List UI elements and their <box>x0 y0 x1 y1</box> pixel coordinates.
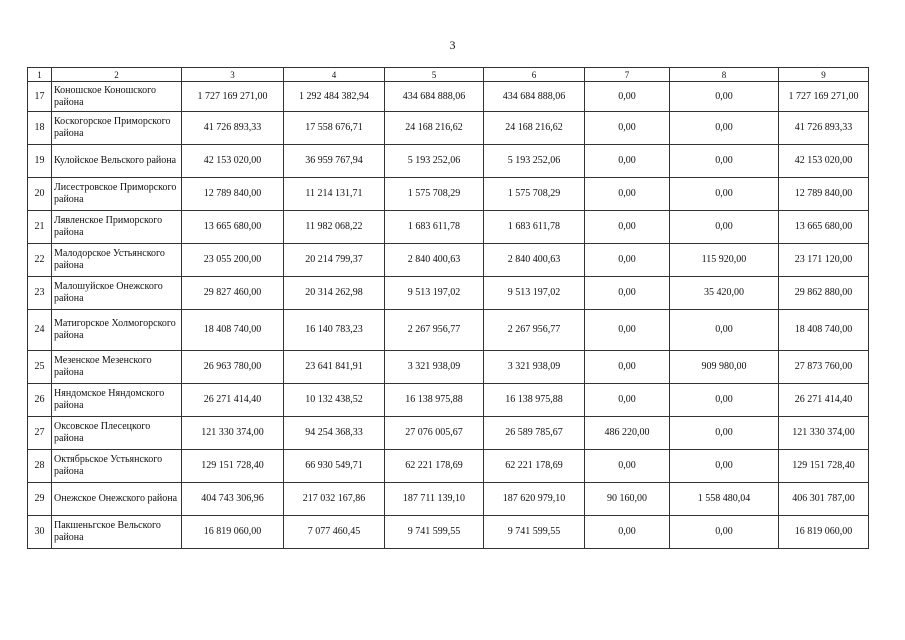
value-cell: 187 620 979,10 <box>484 483 585 516</box>
value-cell: 62 221 178,69 <box>484 450 585 483</box>
column-header: 7 <box>585 68 670 82</box>
table-row <box>28 244 869 277</box>
table-row <box>28 211 869 244</box>
value-cell: 0,00 <box>585 310 670 351</box>
value-cell: 1 575 708,29 <box>385 178 484 211</box>
settlement-name-cell: Кулойское Вельского района <box>52 145 182 178</box>
value-cell: 18 408 740,00 <box>182 310 284 351</box>
value-cell: 29 827 460,00 <box>182 277 284 310</box>
value-cell: 434 684 888,06 <box>385 82 484 112</box>
value-cell: 0,00 <box>585 351 670 384</box>
value-cell: 41 726 893,33 <box>779 112 869 145</box>
column-header: 3 <box>182 68 284 82</box>
value-cell: 27 873 760,00 <box>779 351 869 384</box>
column-header: 5 <box>385 68 484 82</box>
value-cell: 0,00 <box>585 277 670 310</box>
row-number-cell: 25 <box>28 351 52 384</box>
value-cell: 129 151 728,40 <box>779 450 869 483</box>
column-header: 2 <box>52 68 182 82</box>
row-number-cell: 20 <box>28 178 52 211</box>
value-cell: 129 151 728,40 <box>182 450 284 483</box>
value-cell: 909 980,00 <box>670 351 779 384</box>
row-number-cell: 22 <box>28 244 52 277</box>
value-cell: 121 330 374,00 <box>182 417 284 450</box>
value-cell: 26 271 414,40 <box>182 384 284 417</box>
value-cell: 35 420,00 <box>670 277 779 310</box>
value-cell: 0,00 <box>585 112 670 145</box>
value-cell: 10 132 438,52 <box>284 384 385 417</box>
value-cell: 0,00 <box>670 310 779 351</box>
value-cell: 18 408 740,00 <box>779 310 869 351</box>
value-cell: 90 160,00 <box>585 483 670 516</box>
value-cell: 0,00 <box>585 244 670 277</box>
value-cell: 1 683 611,78 <box>385 211 484 244</box>
table-row <box>28 145 869 178</box>
value-cell: 11 214 131,71 <box>284 178 385 211</box>
value-cell: 9 513 197,02 <box>484 277 585 310</box>
table-body <box>28 82 869 549</box>
value-cell: 404 743 306,96 <box>182 483 284 516</box>
value-cell: 42 153 020,00 <box>779 145 869 178</box>
value-cell: 0,00 <box>670 211 779 244</box>
table-row <box>28 178 869 211</box>
value-cell: 17 558 676,71 <box>284 112 385 145</box>
settlement-name-cell: Коношское Коношского района <box>52 82 182 112</box>
value-cell: 0,00 <box>585 178 670 211</box>
settlement-name-cell: Оксовское Плесецкого района <box>52 417 182 450</box>
value-cell: 0,00 <box>670 516 779 549</box>
value-cell: 36 959 767,94 <box>284 145 385 178</box>
value-cell: 1 558 480,04 <box>670 483 779 516</box>
value-cell: 9 741 599,55 <box>484 516 585 549</box>
page-number: 3 <box>449 38 456 52</box>
value-cell: 1 575 708,29 <box>484 178 585 211</box>
value-cell: 0,00 <box>670 450 779 483</box>
value-cell: 26 589 785,67 <box>484 417 585 450</box>
row-number-cell: 27 <box>28 417 52 450</box>
row-number-cell: 29 <box>28 483 52 516</box>
table-row <box>28 384 869 417</box>
table-row <box>28 516 869 549</box>
value-cell: 2 267 956,77 <box>385 310 484 351</box>
row-number-cell: 21 <box>28 211 52 244</box>
value-cell: 3 321 938,09 <box>385 351 484 384</box>
value-cell: 24 168 216,62 <box>484 112 585 145</box>
row-number-cell: 24 <box>28 310 52 351</box>
table-row <box>28 417 869 450</box>
value-cell: 7 077 460,45 <box>284 516 385 549</box>
value-cell: 1 683 611,78 <box>484 211 585 244</box>
settlement-name-cell: Мезенское Мезенского района <box>52 351 182 384</box>
value-cell: 29 862 880,00 <box>779 277 869 310</box>
value-cell: 5 193 252,06 <box>385 145 484 178</box>
value-cell: 24 168 216,62 <box>385 112 484 145</box>
settlement-name-cell: Октябрьское Устьянского района <box>52 450 182 483</box>
table-row <box>28 351 869 384</box>
settlement-name-cell: Матигорское Холмогорского района <box>52 310 182 351</box>
value-cell: 2 267 956,77 <box>484 310 585 351</box>
value-cell: 23 641 841,91 <box>284 351 385 384</box>
value-cell: 20 214 799,37 <box>284 244 385 277</box>
settlement-name-cell: Онежское Онежского района <box>52 483 182 516</box>
settlement-name-cell: Лявленское Приморского района <box>52 211 182 244</box>
value-cell: 0,00 <box>585 145 670 178</box>
table-row <box>28 112 869 145</box>
value-cell: 13 665 680,00 <box>182 211 284 244</box>
value-cell: 0,00 <box>670 178 779 211</box>
value-cell: 12 789 840,00 <box>182 178 284 211</box>
row-number-cell: 28 <box>28 450 52 483</box>
value-cell: 23 171 120,00 <box>779 244 869 277</box>
value-cell: 0,00 <box>670 112 779 145</box>
column-header: 8 <box>670 68 779 82</box>
value-cell: 26 271 414,40 <box>779 384 869 417</box>
row-number-cell: 17 <box>28 82 52 112</box>
value-cell: 9 741 599,55 <box>385 516 484 549</box>
value-cell: 16 138 975,88 <box>385 384 484 417</box>
value-cell: 20 314 262,98 <box>284 277 385 310</box>
value-cell: 16 819 060,00 <box>779 516 869 549</box>
value-cell: 0,00 <box>670 82 779 112</box>
settlement-name-cell: Малодорское Устьянского района <box>52 244 182 277</box>
value-cell: 486 220,00 <box>585 417 670 450</box>
value-cell: 0,00 <box>585 82 670 112</box>
value-cell: 41 726 893,33 <box>182 112 284 145</box>
settlement-name-cell: Коскогорское Приморского района <box>52 112 182 145</box>
value-cell: 9 513 197,02 <box>385 277 484 310</box>
value-cell: 2 840 400,63 <box>385 244 484 277</box>
row-number-cell: 19 <box>28 145 52 178</box>
value-cell: 16 140 783,23 <box>284 310 385 351</box>
value-cell: 406 301 787,00 <box>779 483 869 516</box>
data-table <box>27 67 869 549</box>
row-number-cell: 30 <box>28 516 52 549</box>
value-cell: 2 840 400,63 <box>484 244 585 277</box>
settlement-name-cell: Малошуйское Онежского района <box>52 277 182 310</box>
value-cell: 94 254 368,33 <box>284 417 385 450</box>
value-cell: 5 193 252,06 <box>484 145 585 178</box>
row-number-cell: 23 <box>28 277 52 310</box>
table-row <box>28 483 869 516</box>
settlement-name-cell: Пакшеньгское Вельского района <box>52 516 182 549</box>
value-cell: 187 711 139,10 <box>385 483 484 516</box>
column-header: 9 <box>779 68 869 82</box>
value-cell: 0,00 <box>585 211 670 244</box>
value-cell: 434 684 888,06 <box>484 82 585 112</box>
column-header: 6 <box>484 68 585 82</box>
value-cell: 62 221 178,69 <box>385 450 484 483</box>
header-row <box>28 68 869 82</box>
settlement-name-cell: Няндомское Няндомского района <box>52 384 182 417</box>
value-cell: 1 727 169 271,00 <box>779 82 869 112</box>
value-cell: 1 292 484 382,94 <box>284 82 385 112</box>
value-cell: 26 963 780,00 <box>182 351 284 384</box>
value-cell: 13 665 680,00 <box>779 211 869 244</box>
value-cell: 16 819 060,00 <box>182 516 284 549</box>
value-cell: 0,00 <box>585 450 670 483</box>
row-number-cell: 18 <box>28 112 52 145</box>
value-cell: 27 076 005,67 <box>385 417 484 450</box>
value-cell: 23 055 200,00 <box>182 244 284 277</box>
value-cell: 16 138 975,88 <box>484 384 585 417</box>
value-cell: 1 727 169 271,00 <box>182 82 284 112</box>
table-row <box>28 277 869 310</box>
value-cell: 66 930 549,71 <box>284 450 385 483</box>
value-cell: 217 032 167,86 <box>284 483 385 516</box>
value-cell: 0,00 <box>585 384 670 417</box>
column-header: 1 <box>28 68 52 82</box>
value-cell: 0,00 <box>670 417 779 450</box>
settlement-name-cell: Лисестровское Приморского района <box>52 178 182 211</box>
value-cell: 11 982 068,22 <box>284 211 385 244</box>
value-cell: 0,00 <box>585 516 670 549</box>
table-row <box>28 82 869 112</box>
table-row <box>28 310 869 351</box>
row-number-cell: 26 <box>28 384 52 417</box>
value-cell: 0,00 <box>670 145 779 178</box>
value-cell: 0,00 <box>670 384 779 417</box>
value-cell: 115 920,00 <box>670 244 779 277</box>
value-cell: 42 153 020,00 <box>182 145 284 178</box>
value-cell: 3 321 938,09 <box>484 351 585 384</box>
table-row <box>28 450 869 483</box>
value-cell: 12 789 840,00 <box>779 178 869 211</box>
column-header: 4 <box>284 68 385 82</box>
value-cell: 121 330 374,00 <box>779 417 869 450</box>
